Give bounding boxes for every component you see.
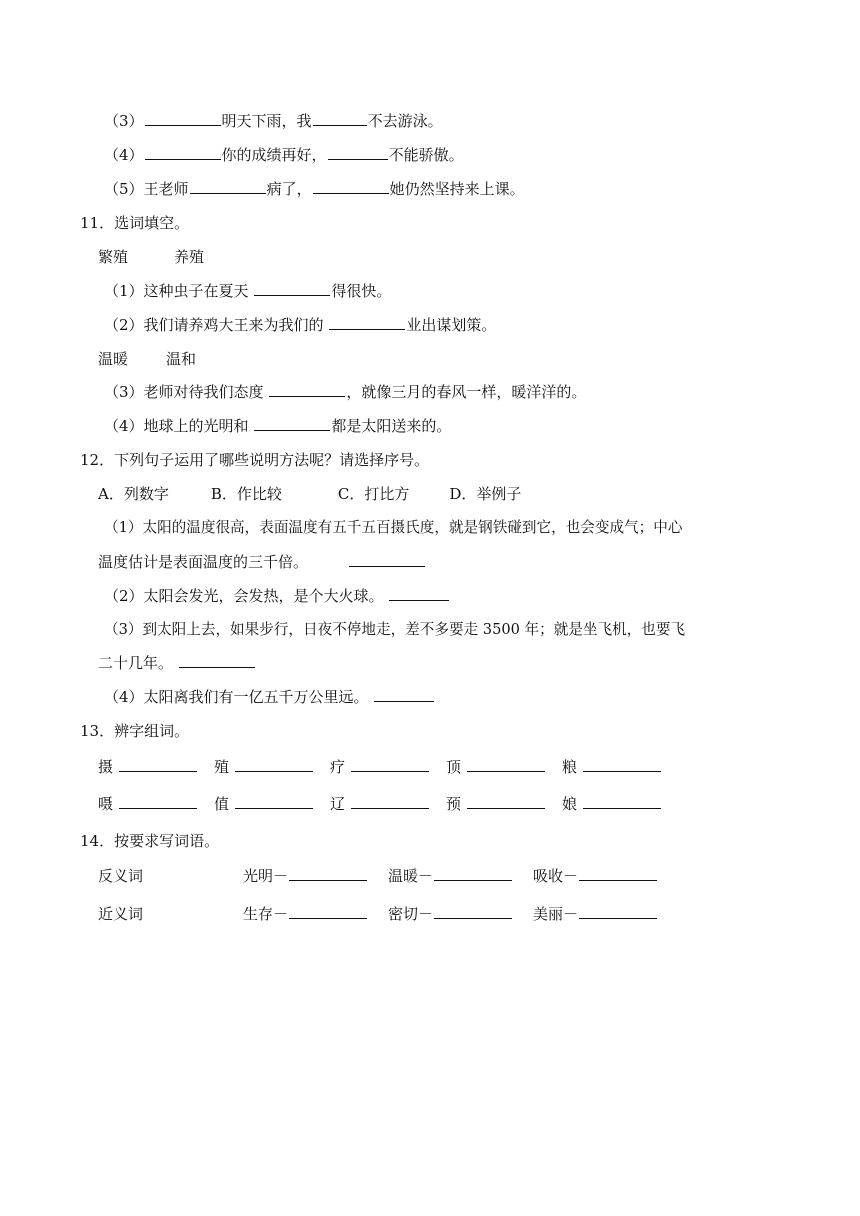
char: 预 [446,795,462,813]
word: 吸收－ [533,867,579,885]
char-group [98,757,198,777]
word-pair [388,866,513,886]
sentence-text: 得很快。 [331,282,392,300]
sentence-text: 老师对待我们态度 [143,383,264,401]
word: 光明－ [243,867,289,885]
answer-blank[interactable] [374,687,434,702]
item-number: （4） [104,688,144,706]
sentence-text: 太阳的温度很高，表面温度有五千五百摄氏度，就是钢铁碰到它，也会变成气；中心 [142,519,683,536]
q12-item-1-line-2 [98,552,426,572]
answer-blank[interactable] [313,111,367,126]
answer-blank[interactable] [583,757,661,772]
answer-blank[interactable] [254,416,330,431]
answer-blank[interactable] [269,382,345,397]
word-option: 繁殖 [98,248,129,266]
char: 疗 [330,758,346,776]
word-pair [388,904,513,924]
item-number: （3） [104,112,144,130]
answer-blank[interactable] [328,145,388,160]
char-group [330,757,430,777]
item-number: （2） [104,587,144,605]
item-number: （5） [104,180,144,198]
char-group [562,757,662,777]
q12-item-2 [104,586,450,606]
answer-blank[interactable] [351,794,429,809]
item-number: （4） [104,146,144,164]
q10-item-5 [104,179,525,199]
sentence-text: 到太阳上去，如果步行，日夜不停地走，差不多要走 3500 年；就是坐飞机，也要飞 [142,621,686,638]
answer-blank[interactable] [329,315,405,330]
answer-blank[interactable] [467,794,545,809]
word-pair [533,866,658,886]
char-group [562,794,662,814]
word: 美丽－ [533,905,579,923]
char: 嗫 [98,795,114,813]
q11-word-group-1 [98,247,204,267]
char: 粮 [562,758,578,776]
char: 值 [214,795,230,813]
q11-item-1 [104,281,391,301]
answer-blank[interactable] [235,794,313,809]
answer-blank[interactable] [434,866,512,881]
answer-blank[interactable] [579,904,657,919]
char: 摄 [98,758,114,776]
answer-blank[interactable] [119,794,197,809]
q11-item-4 [104,416,451,436]
word: 生存－ [243,905,289,923]
q12-item-1-line-1 [104,518,682,538]
char: 娘 [562,795,578,813]
option-a: A．列数字 [98,485,169,503]
answer-blank[interactable] [190,179,266,194]
char-group [446,757,546,777]
answer-blank[interactable] [145,111,221,126]
q12-item-3-line-2 [98,653,256,673]
antonym-label: 反义词 [98,867,144,885]
answer-blank[interactable] [254,281,330,296]
answer-blank[interactable] [289,866,367,881]
word-pair [533,904,658,924]
answer-blank[interactable] [389,586,449,601]
word-option: 养殖 [174,248,205,266]
item-number: （2） [104,316,144,334]
char-group [446,794,546,814]
q13-title: 13．辨字组词。 [80,722,190,740]
q12-item-3-line-1 [104,620,685,640]
word-pair [243,866,368,886]
answer-blank[interactable] [351,757,429,772]
sentence-text: 我们请养鸡大王来为我们的 [143,316,324,334]
q12-options [98,484,521,504]
sentence-text: 王老师 [143,180,189,198]
answer-blank[interactable] [579,866,657,881]
q12-item-4 [104,687,435,707]
char-group [98,794,198,814]
sentence-text: ，就像三月的春风一样，暖洋洋的。 [346,383,587,401]
sentence-text: 太阳离我们有一亿五千万公里远。 [143,688,369,706]
word-pair [243,904,368,924]
q11-title: 11．选词填空。 [80,214,190,232]
sentence-text: 都是太阳送来的。 [331,417,452,435]
item-number: （1） [104,282,144,300]
option-d: D．举例子 [449,485,522,503]
sentence-text: 病了， [266,180,312,198]
word: 温暖－ [388,867,434,885]
sentence-text: 不能骄傲。 [388,146,464,164]
answer-blank[interactable] [313,179,389,194]
q14-title: 14．按要求写词语。 [80,832,220,850]
sentence-text: 二十几年。 [98,654,174,672]
word: 密切－ [388,905,434,923]
sentence-text: 明天下雨，我 [221,112,312,130]
sentence-text: 这种虫子在夏天 [143,282,249,300]
answer-blank[interactable] [289,904,367,919]
char-group [214,794,314,814]
char: 辽 [330,795,346,813]
q12-title: 12．下列句子运用了哪些说明方法呢？请选择序号。 [80,451,430,469]
char-group [330,794,430,814]
sentence-text: 不去游泳。 [367,112,443,130]
answer-blank[interactable] [349,552,425,567]
item-number: （1） [104,519,143,536]
sentence-text: 温度估计是表面温度的三千倍。 [98,553,309,571]
option-c: C．打比方 [337,485,410,503]
sentence-text: 她仍然坚持来上课。 [389,180,525,198]
answer-blank[interactable] [235,757,313,772]
char: 顶 [446,758,462,776]
answer-blank[interactable] [145,145,221,160]
item-number: （3） [104,383,144,401]
synonym-label: 近义词 [98,905,144,923]
q11-item-2 [104,315,496,335]
answer-blank[interactable] [583,794,661,809]
sentence-text: 你的成绩再好， [221,146,327,164]
sentence-text: 地球上的光明和 [143,417,249,435]
q11-word-group-2 [98,349,196,369]
answer-blank[interactable] [467,757,545,772]
word-option: 温暖 [98,350,129,368]
q10-item-3 [104,111,443,131]
answer-blank[interactable] [434,904,512,919]
word-option: 温和 [166,350,197,368]
option-b: B．作比较 [210,485,282,503]
char-group [214,757,314,777]
sentence-text: 太阳会发光，会发热，是个大火球。 [143,587,384,605]
item-number: （3） [104,621,143,638]
q10-item-4 [104,145,464,165]
sentence-text: 业出谋划策。 [406,316,497,334]
item-number: （4） [104,417,144,435]
q11-item-3 [104,382,586,402]
answer-blank[interactable] [119,757,197,772]
char: 殖 [214,758,230,776]
answer-blank[interactable] [179,653,255,668]
